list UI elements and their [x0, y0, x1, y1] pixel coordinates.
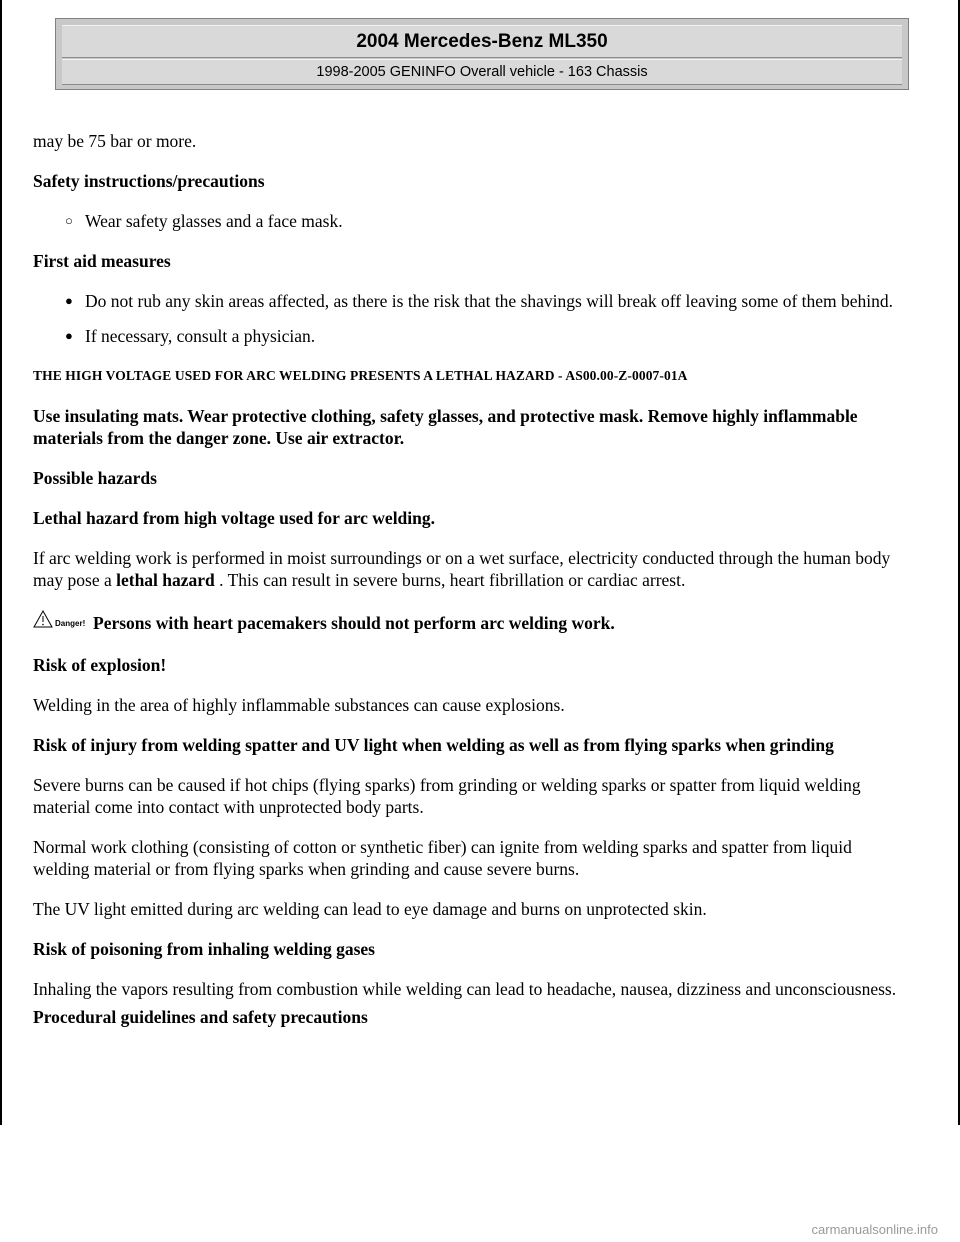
vapors-paragraph: Inhaling the vapors resulting from combustion while welding can lead to headache, nausea, dizziness and unconsciousness.: [33, 979, 897, 999]
poisoning-heading: Risk of poisoning from inhaling welding gases: [33, 939, 375, 959]
explosion-paragraph: Welding in the area of highly inflammable substances can cause explosions.: [33, 695, 565, 715]
intro-paragraph: may be 75 bar or more.: [33, 131, 197, 151]
pacemaker-warning: [33, 609, 903, 636]
circle-bullet-icon: ○: [65, 213, 73, 228]
first-aid-heading: First aid measures: [33, 251, 171, 271]
header-title-bar: [62, 25, 902, 58]
cut-off-line: [33, 1007, 903, 1028]
first-aid-list: [33, 290, 903, 347]
clothing-paragraph: Normal work clothing (consisting of cotton or synthetic fiber) can ignite from welding sparks and spatter from liquid welding material or from flying sparks when grinding and cause severe burns.: [33, 837, 852, 879]
pacemaker-warning-text: Persons with heart pacemakers should not perform arc welding work.: [93, 613, 615, 633]
procedural-heading: Procedural guidelines and safety precautions: [33, 1007, 368, 1027]
danger-warning-icon: [33, 609, 89, 636]
lethal-hazard-heading: Lethal hazard from high voltage used for arc welding.: [33, 508, 436, 528]
list-item-text: Do not rub any skin areas affected, as there is the risk that the shavings will break off leaving some of them behind.: [85, 291, 894, 311]
burns-paragraph: Severe burns can be caused if hot chips (flying sparks) from grinding or welding sparks or spatter from liquid welding material come into contact with unprotected body parts.: [33, 775, 861, 817]
safety-list: [33, 210, 903, 232]
header-title: 2004 Mercedes-Benz ML350: [356, 30, 608, 52]
watermark: carmanualsonline.info: [811, 1222, 938, 1237]
disc-bullet-icon: ●: [65, 293, 73, 308]
disc-bullet-icon: ●: [65, 328, 73, 343]
header-subtitle: 1998-2005 GENINFO Overall vehicle - 163 Chassis: [316, 64, 648, 80]
moist-text-start: If arc welding work is performed in moist surroundings or on a wet surface, electricity conducted through the human body may pose a: [33, 548, 891, 590]
header-subtitle-bar: [62, 59, 902, 85]
danger-label: Danger!: [55, 619, 86, 628]
list-item: [33, 290, 903, 312]
list-item: [33, 325, 903, 347]
safety-heading: Safety instructions/precautions: [33, 171, 265, 191]
document-body: [33, 130, 903, 1028]
moist-surroundings-paragraph: [33, 547, 903, 591]
explosion-heading: Risk of explosion!: [33, 655, 167, 675]
moist-text-end: . This can result in severe burns, heart fibrillation or cardiac arrest.: [214, 570, 686, 590]
lethal-hazard-emphasis: lethal hazard: [116, 570, 215, 590]
list-item-text: If necessary, consult a physician.: [85, 326, 316, 346]
injury-heading: Risk of injury from welding spatter and UV light when welding as well as from flying sparks when grinding: [33, 735, 834, 755]
hazard-section-title: THE HIGH VOLTAGE USED FOR ARC WELDING PRESENTS A LETHAL HAZARD - AS00.00-Z-0007-01A: [33, 368, 688, 383]
uv-paragraph: The UV light emitted during arc welding can lead to eye damage and burns on unprotected skin.: [33, 899, 707, 919]
document-header: [55, 18, 909, 90]
list-item: [33, 210, 903, 232]
possible-hazards-heading: Possible hazards: [33, 468, 157, 488]
precaution-summary: Use insulating mats. Wear protective clothing, safety glasses, and protective mask. Remove highly inflammable materials from the danger zone. Use air extractor.: [33, 406, 858, 448]
list-item-text: Wear safety glasses and a face mask.: [85, 211, 343, 231]
